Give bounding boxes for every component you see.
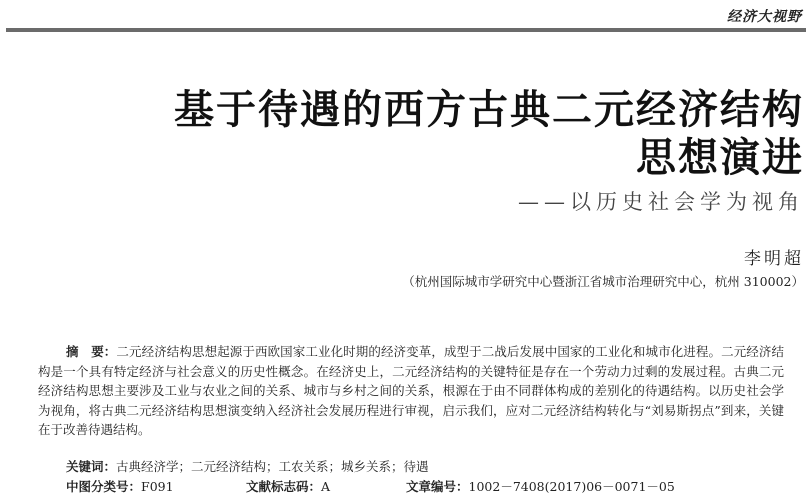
author-name: 李明超 [744,249,804,269]
keywords-text: 古典经济学；二元经济结构；工农关系；城乡关系；待遇 [116,459,429,474]
keywords-label: 关键词： [66,459,117,474]
doc-code-label: 文献标志码： [246,479,322,494]
author-affiliation: （杭州国际城市学研究中心暨浙江省城市治理研究中心，杭州 310002） [402,274,804,289]
article-title [84,86,804,182]
clc-number [66,477,174,495]
keywords [66,457,429,475]
article-number [406,477,675,495]
header-rule [6,28,806,32]
abstract-label: 摘 要： [66,344,117,359]
document-code [246,477,330,495]
clc-value: F091 [141,479,174,494]
title-line-1: 基于待遇的西方古典二元经济结构 [174,87,804,133]
column-label: 经济大视野 [727,9,802,25]
title-line-2: 思想演进 [636,135,804,181]
doc-code-value: A [321,479,331,494]
article-number-label: 文章编号： [406,479,469,494]
abstract [38,342,784,440]
abstract-text: 二元经济结构思想起源于西欧国家工业化时期的经济变革，成型于二战后发展中国家的工业化和城市化进程。二元经济结构是一个具有特定经济与社会意义的历史性概念。在经济史上，二元经济结构的关键特征是存在一个劳动力过剩的发展过程。古典二元经济结构思想主要涉及工业与农业之间的关系、城市与乡村之间的关系，根源在于由不同群体构成的差别化的待遇结构。以历史社会学为视角，将古典二元经济结构思想演变纳入经济社会发展历程进行审视，启示我们，应对二元经济结构转化与“刘易斯拐点”到来，关键在于改善待遇结构。 [38,344,784,437]
article-number-value: 1002－7408(2017)06－0071－05 [468,479,675,494]
clc-label: 中图分类号： [66,479,142,494]
article-subtitle: ——以历史社会学为视角 [518,190,804,214]
